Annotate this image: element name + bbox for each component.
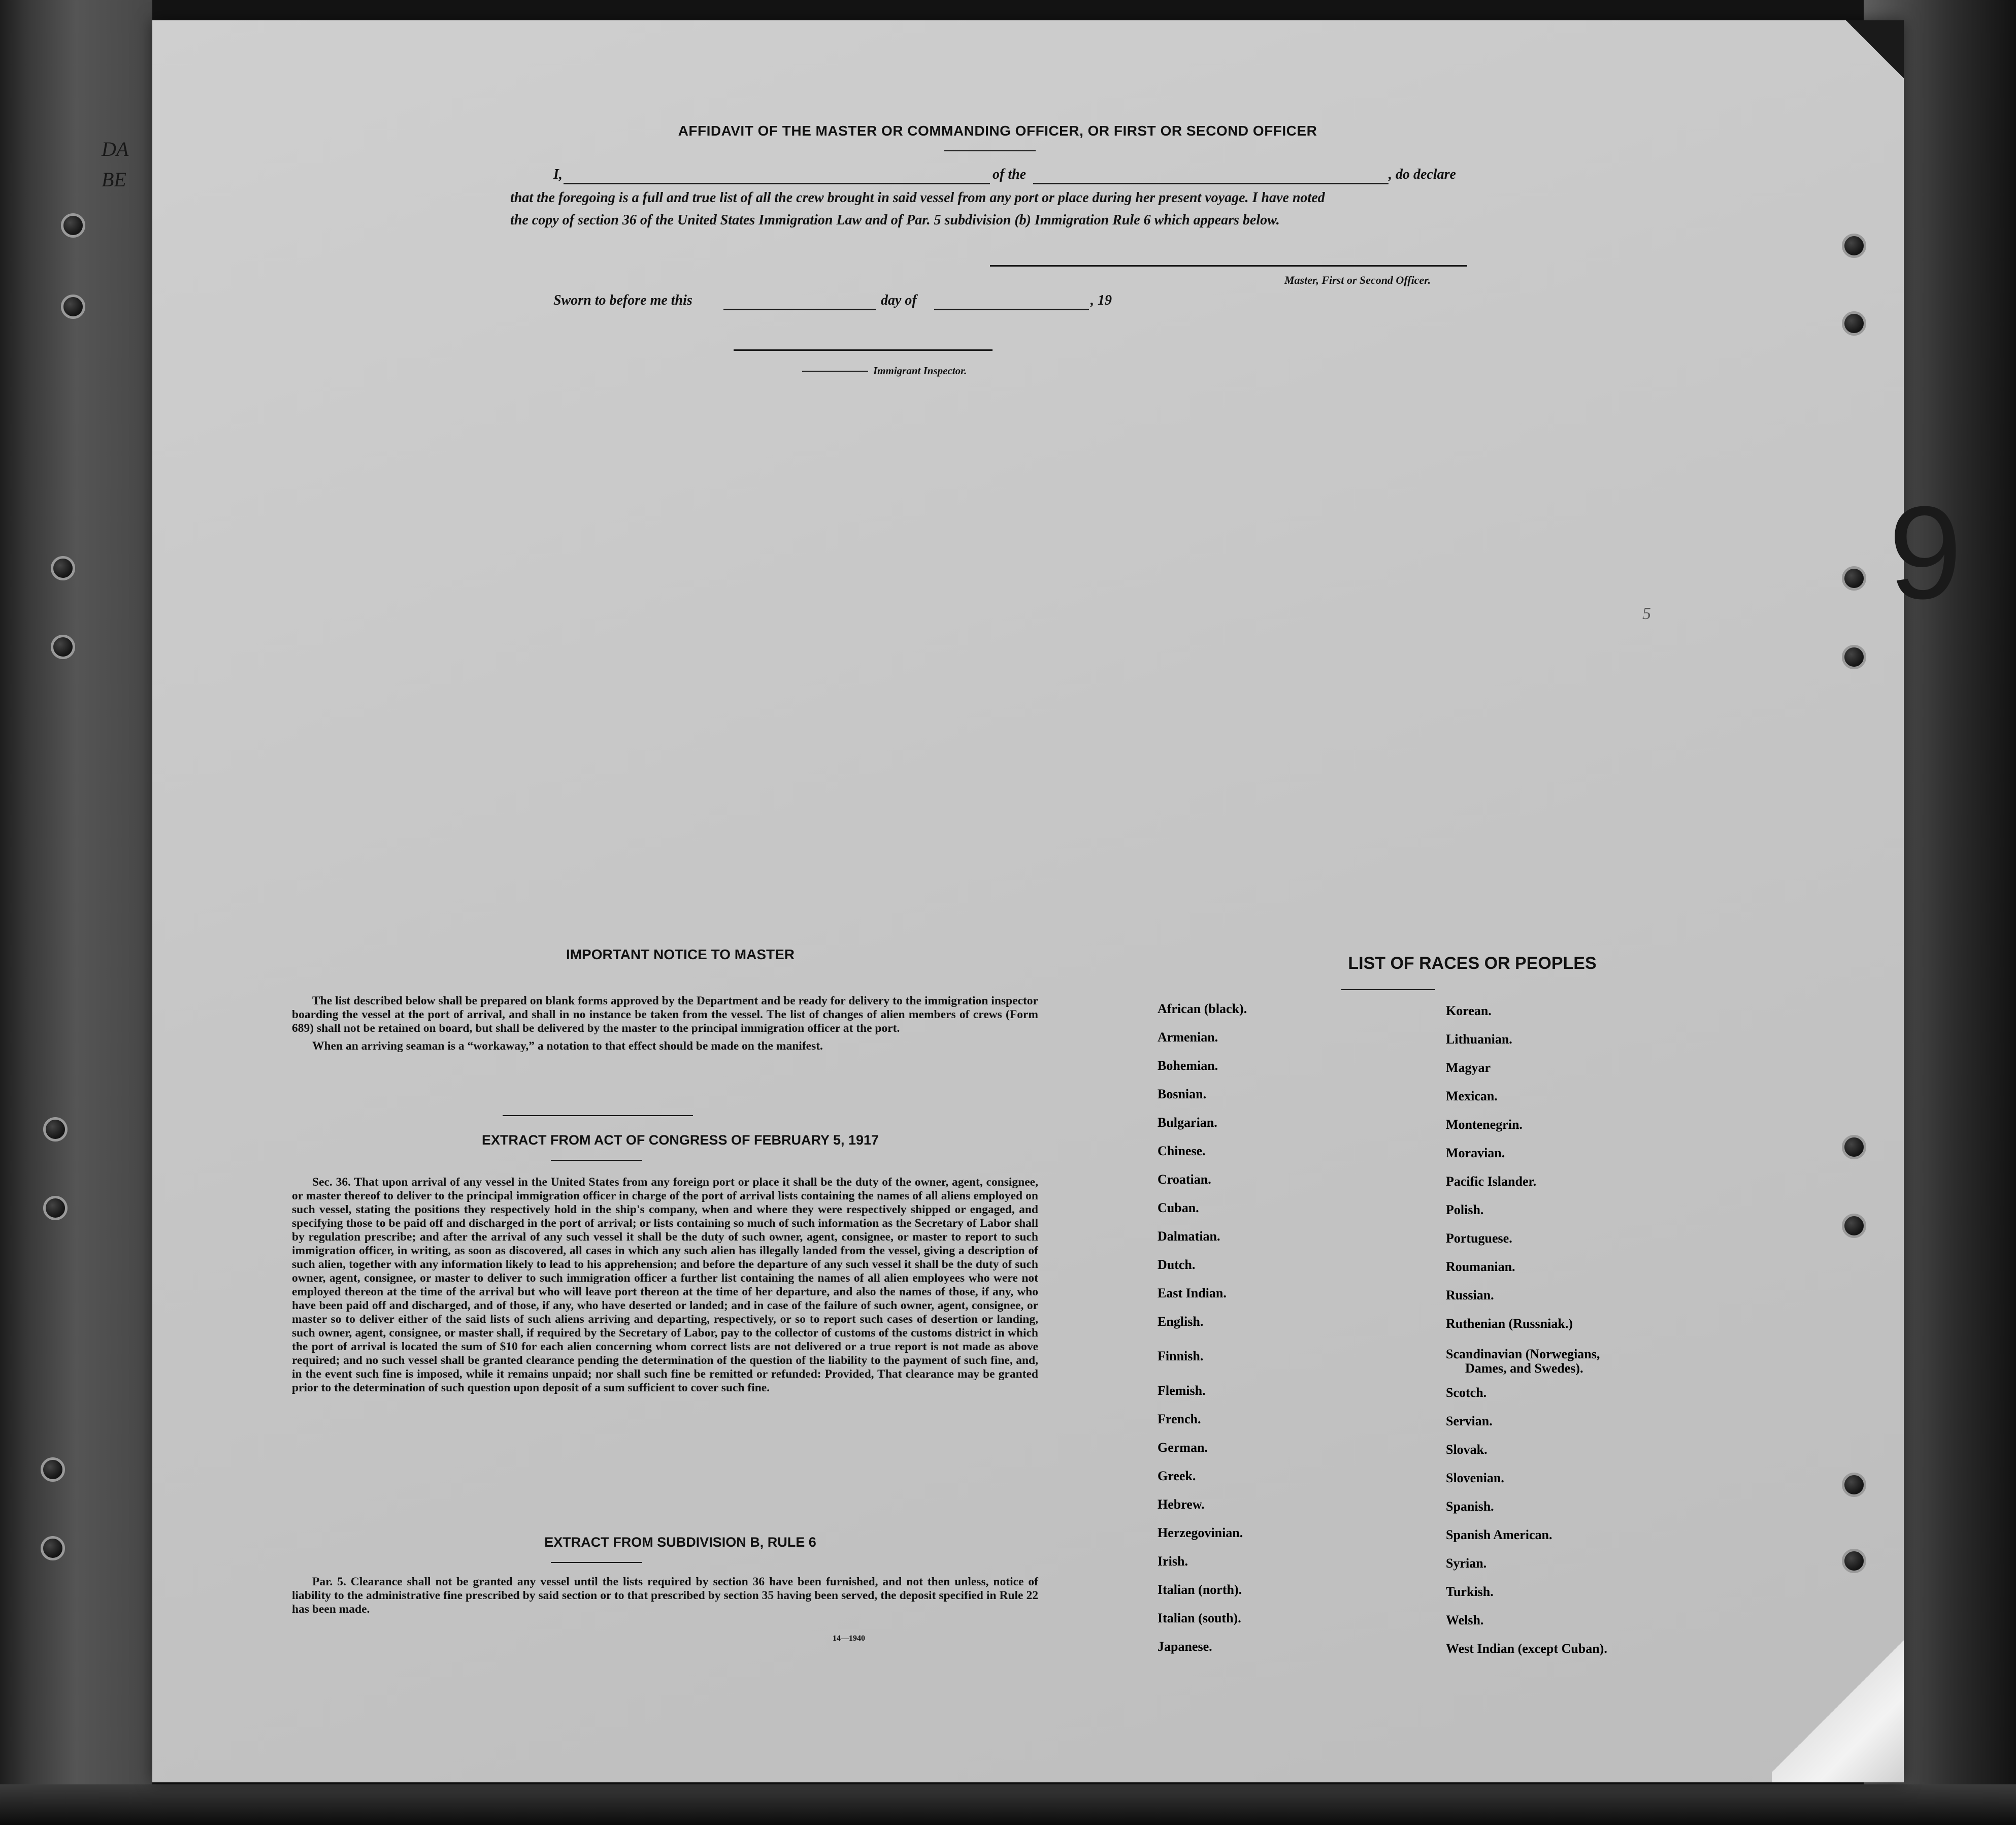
rule-extract-text: Par. 5. Clearance shall not be granted any vessel until the lists required by section 36 have been furnished, and not then unless, notice of liability to the administrative fine prescribed by said section or to that prescribed by section 35 having been served, the deposit specified in Rule 22 has been made. xyxy=(292,1575,1038,1616)
binder-hole xyxy=(43,1196,68,1220)
master-label: Master, First or Second Officer. xyxy=(1284,274,1431,286)
form-number: 14—1940 xyxy=(833,1634,865,1643)
race-item: Polish. xyxy=(1446,1202,1484,1217)
race-item: Chinese. xyxy=(1158,1144,1206,1158)
race-item: Korean. xyxy=(1446,1003,1492,1018)
race-item: African (black). xyxy=(1158,1001,1247,1016)
rule-extract-body xyxy=(292,1575,1038,1620)
binder-hole xyxy=(43,1117,68,1142)
race-item: Herzegovinian. xyxy=(1158,1525,1243,1540)
binder-hole xyxy=(51,556,75,580)
race-item: Spanish. xyxy=(1446,1499,1494,1514)
binder-hole xyxy=(1842,1473,1866,1497)
race-item: Dutch. xyxy=(1158,1257,1196,1272)
handwritten-number: 9 xyxy=(1889,479,1962,627)
document-page xyxy=(152,20,1962,1782)
race-item: Pacific Islander. xyxy=(1446,1174,1537,1189)
race-item: Welsh. xyxy=(1446,1613,1484,1627)
notice-paragraph-1: The list described below shall be prepared on blank forms approved by the Department and be ready for delivery to the immigration inspector boarding the vessel at the port of arrival, and shall in no instance be taken from the vessel. The list of changes of alien members of crews (Form 689) shall not be retained on board, but shall be delivered by the master to the principal immigration officer at the port. xyxy=(292,994,1038,1035)
vessel-blank[interactable] xyxy=(1033,183,1389,184)
left-margin xyxy=(0,0,152,1825)
binder-hole xyxy=(1842,234,1866,258)
race-item: Scandinavian (Norwegians, xyxy=(1446,1347,1600,1361)
binder-hole xyxy=(1842,566,1866,591)
race-item: Lithuanian. xyxy=(1446,1032,1512,1047)
binder-hole xyxy=(51,635,75,659)
race-item-continued: Dames, and Swedes). xyxy=(1465,1361,1583,1376)
race-item: Greek. xyxy=(1158,1469,1196,1483)
affidavit-title: AFFIDAVIT OF THE MASTER OR COMMANDING OFFICER, OR FIRST OR SECOND OFFICER xyxy=(678,123,1317,139)
binder-hole xyxy=(41,1536,65,1560)
sworn-year: , 19 xyxy=(1090,292,1112,308)
inspector-short-rule xyxy=(802,371,868,372)
race-item: Turkish. xyxy=(1446,1584,1494,1599)
race-item: Portuguese. xyxy=(1446,1231,1512,1246)
notice-paragraph-2: When an arriving seaman is a “workaway,” a notation to that effect should be made on the manifest. xyxy=(312,1039,823,1053)
race-item: Montenegrin. xyxy=(1446,1117,1523,1132)
race-item: Bohemian. xyxy=(1158,1058,1218,1073)
race-item: Bulgarian. xyxy=(1158,1115,1217,1130)
act-extract-title: EXTRACT FROM ACT OF CONGRESS OF FEBRUARY 5, 1917 xyxy=(481,1132,879,1148)
act-extract-body xyxy=(292,1176,1038,1399)
binder-hole xyxy=(1842,645,1866,669)
title-rule xyxy=(944,150,1036,151)
page-curl xyxy=(1772,1630,1904,1782)
race-item: Irish. xyxy=(1158,1554,1188,1569)
race-item: Armenian. xyxy=(1158,1030,1218,1045)
race-item: English. xyxy=(1158,1314,1204,1329)
race-item: Magyar xyxy=(1446,1060,1491,1075)
binder-hole xyxy=(61,295,85,319)
binder-hole xyxy=(1842,1549,1866,1573)
race-item: Dalmatian. xyxy=(1158,1229,1220,1244)
binder-hole xyxy=(61,213,85,238)
race-item: Flemish. xyxy=(1158,1383,1206,1398)
race-item: Finnish. xyxy=(1158,1349,1204,1363)
race-item: Slovak. xyxy=(1446,1442,1488,1457)
race-item: Russian. xyxy=(1446,1288,1494,1302)
affidavit-of-the: of the xyxy=(993,167,1027,182)
inspector-signature-line[interactable] xyxy=(734,349,993,351)
race-item: Spanish American. xyxy=(1446,1527,1552,1542)
race-item: Ruthenian (Russniak.) xyxy=(1446,1316,1573,1331)
race-item: Hebrew. xyxy=(1158,1497,1205,1512)
notice-title: IMPORTANT NOTICE TO MASTER xyxy=(566,947,795,962)
master-signature-line[interactable] xyxy=(990,265,1467,267)
act-rule xyxy=(551,1160,642,1161)
race-item: Croatian. xyxy=(1158,1172,1211,1187)
binder-hole xyxy=(1842,1135,1866,1159)
race-item: Servian. xyxy=(1446,1414,1493,1428)
race-item: Scotch. xyxy=(1446,1385,1487,1400)
race-item: West Indian (except Cuban). xyxy=(1446,1641,1607,1656)
scan-background-bottom xyxy=(0,1784,2016,1825)
race-item: Cuban. xyxy=(1158,1200,1199,1215)
name-blank[interactable] xyxy=(564,183,990,184)
race-item: Bosnian. xyxy=(1158,1087,1207,1101)
affidavit-i: I, xyxy=(553,167,563,182)
sworn-prefix: Sworn to before me this xyxy=(553,292,692,308)
race-item: Moravian. xyxy=(1446,1146,1505,1160)
act-extract-text: Sec. 36. That upon arrival of any vessel in the United States from any foreign port or place it shall be the duty of the owner, agent, consignee, or master thereof to deliver to the principal immigration officer in charge of the port of arrival lists containing the names of all aliens employed on such vessel, stating the positions they respectively hold in the ship's company, when and where they were respectively shipped or engaged, and specifying those to be paid off and discharged in the port of arrival; or lists containing so much of such information as the Secretary of Labor shall by regulation prescribe; and after the arrival of any such vessel it shall be the duty of such owner, agent, consignee, or master to report to such immigration officer, in writing, as soon as discovered, all cases in which any such alien has illegally landed from the vessel, giving a description of such alien, together with any information likely to lead to his apprehension; and before the departure of any such vessel it shall be the duty of such owner, agent, consignee, or master to deliver to such immigration officer a further list containing the names of all alien employees who were not employed thereon at the time of the arrival but who will leave port thereon at the time of her departure, and also the names of those, if any, who have been paid off and discharged, and of those, if any, who have deserted or landed; and in case of the failure of such owner, agent, consignee, or master so to deliver either of the said lists of such aliens arriving and departing, respectively, or so to report such cases of desertion or landing, such owner, agent, consignee, or master shall, if required by the Secretary of Labor, pay to the collector of customs of the customs district in which the port of arrival is located the sum of $10 for each alien concerning whom correct lists are not delivered or a true report is not made as above required; and no such vessel shall be granted clearance pending the determination of the question of the liability to the payment of such fine, and, in the event such fine is imposed, while it remains unpaid; nor shall such fine be remitted or refunded: Provided, That clearance may be granted prior to the determination of such question upon deposit of a sum sufficient to cover such fine. xyxy=(292,1176,1038,1394)
race-item: French. xyxy=(1158,1412,1201,1426)
race-item: Syrian. xyxy=(1446,1556,1487,1571)
notice-rule xyxy=(503,1115,693,1116)
handwritten-small-number: 5 xyxy=(1642,604,1651,623)
margin-handwriting-second: BE xyxy=(102,168,126,191)
margin-handwriting-top: DA xyxy=(102,138,129,160)
race-item: Italian (north). xyxy=(1158,1582,1242,1597)
binder-hole xyxy=(1842,1214,1866,1238)
race-item: Roumanian. xyxy=(1446,1259,1515,1274)
race-item: Japanese. xyxy=(1158,1639,1212,1654)
affidavit-declare: , do declare xyxy=(1389,167,1456,182)
sworn-day-of: day of xyxy=(881,292,917,308)
notice-body xyxy=(292,994,1038,1057)
races-title: LIST OF RACES OR PEOPLES xyxy=(1348,954,1597,973)
sworn-month-blank[interactable] xyxy=(934,309,1089,310)
inspector-label: Immigrant Inspector. xyxy=(873,365,967,377)
rule-extract-title: EXTRACT FROM SUBDIVISION B, RULE 6 xyxy=(544,1535,816,1550)
sworn-day-blank[interactable] xyxy=(723,309,876,310)
affidavit-line3: the copy of section 36 of the United States Immigration Law and of Par. 5 subdivision (b) Immigration Rule 6 which appears below. xyxy=(510,212,1280,228)
binder-hole xyxy=(1842,311,1866,336)
race-item: German. xyxy=(1158,1440,1208,1455)
race-item: East Indian. xyxy=(1158,1286,1227,1300)
race-item: Italian (south). xyxy=(1158,1611,1241,1625)
race-item: Mexican. xyxy=(1446,1089,1498,1103)
rule-extract-rule xyxy=(551,1562,642,1563)
race-item: Slovenian. xyxy=(1446,1471,1504,1485)
affidavit-line2: that the foregoing is a full and true list of all the crew brought in said vessel from any port or place during her present voyage. I have noted xyxy=(510,190,1325,206)
torn-corner xyxy=(1823,20,1904,132)
races-rule xyxy=(1341,989,1435,990)
binder-hole xyxy=(41,1457,65,1482)
